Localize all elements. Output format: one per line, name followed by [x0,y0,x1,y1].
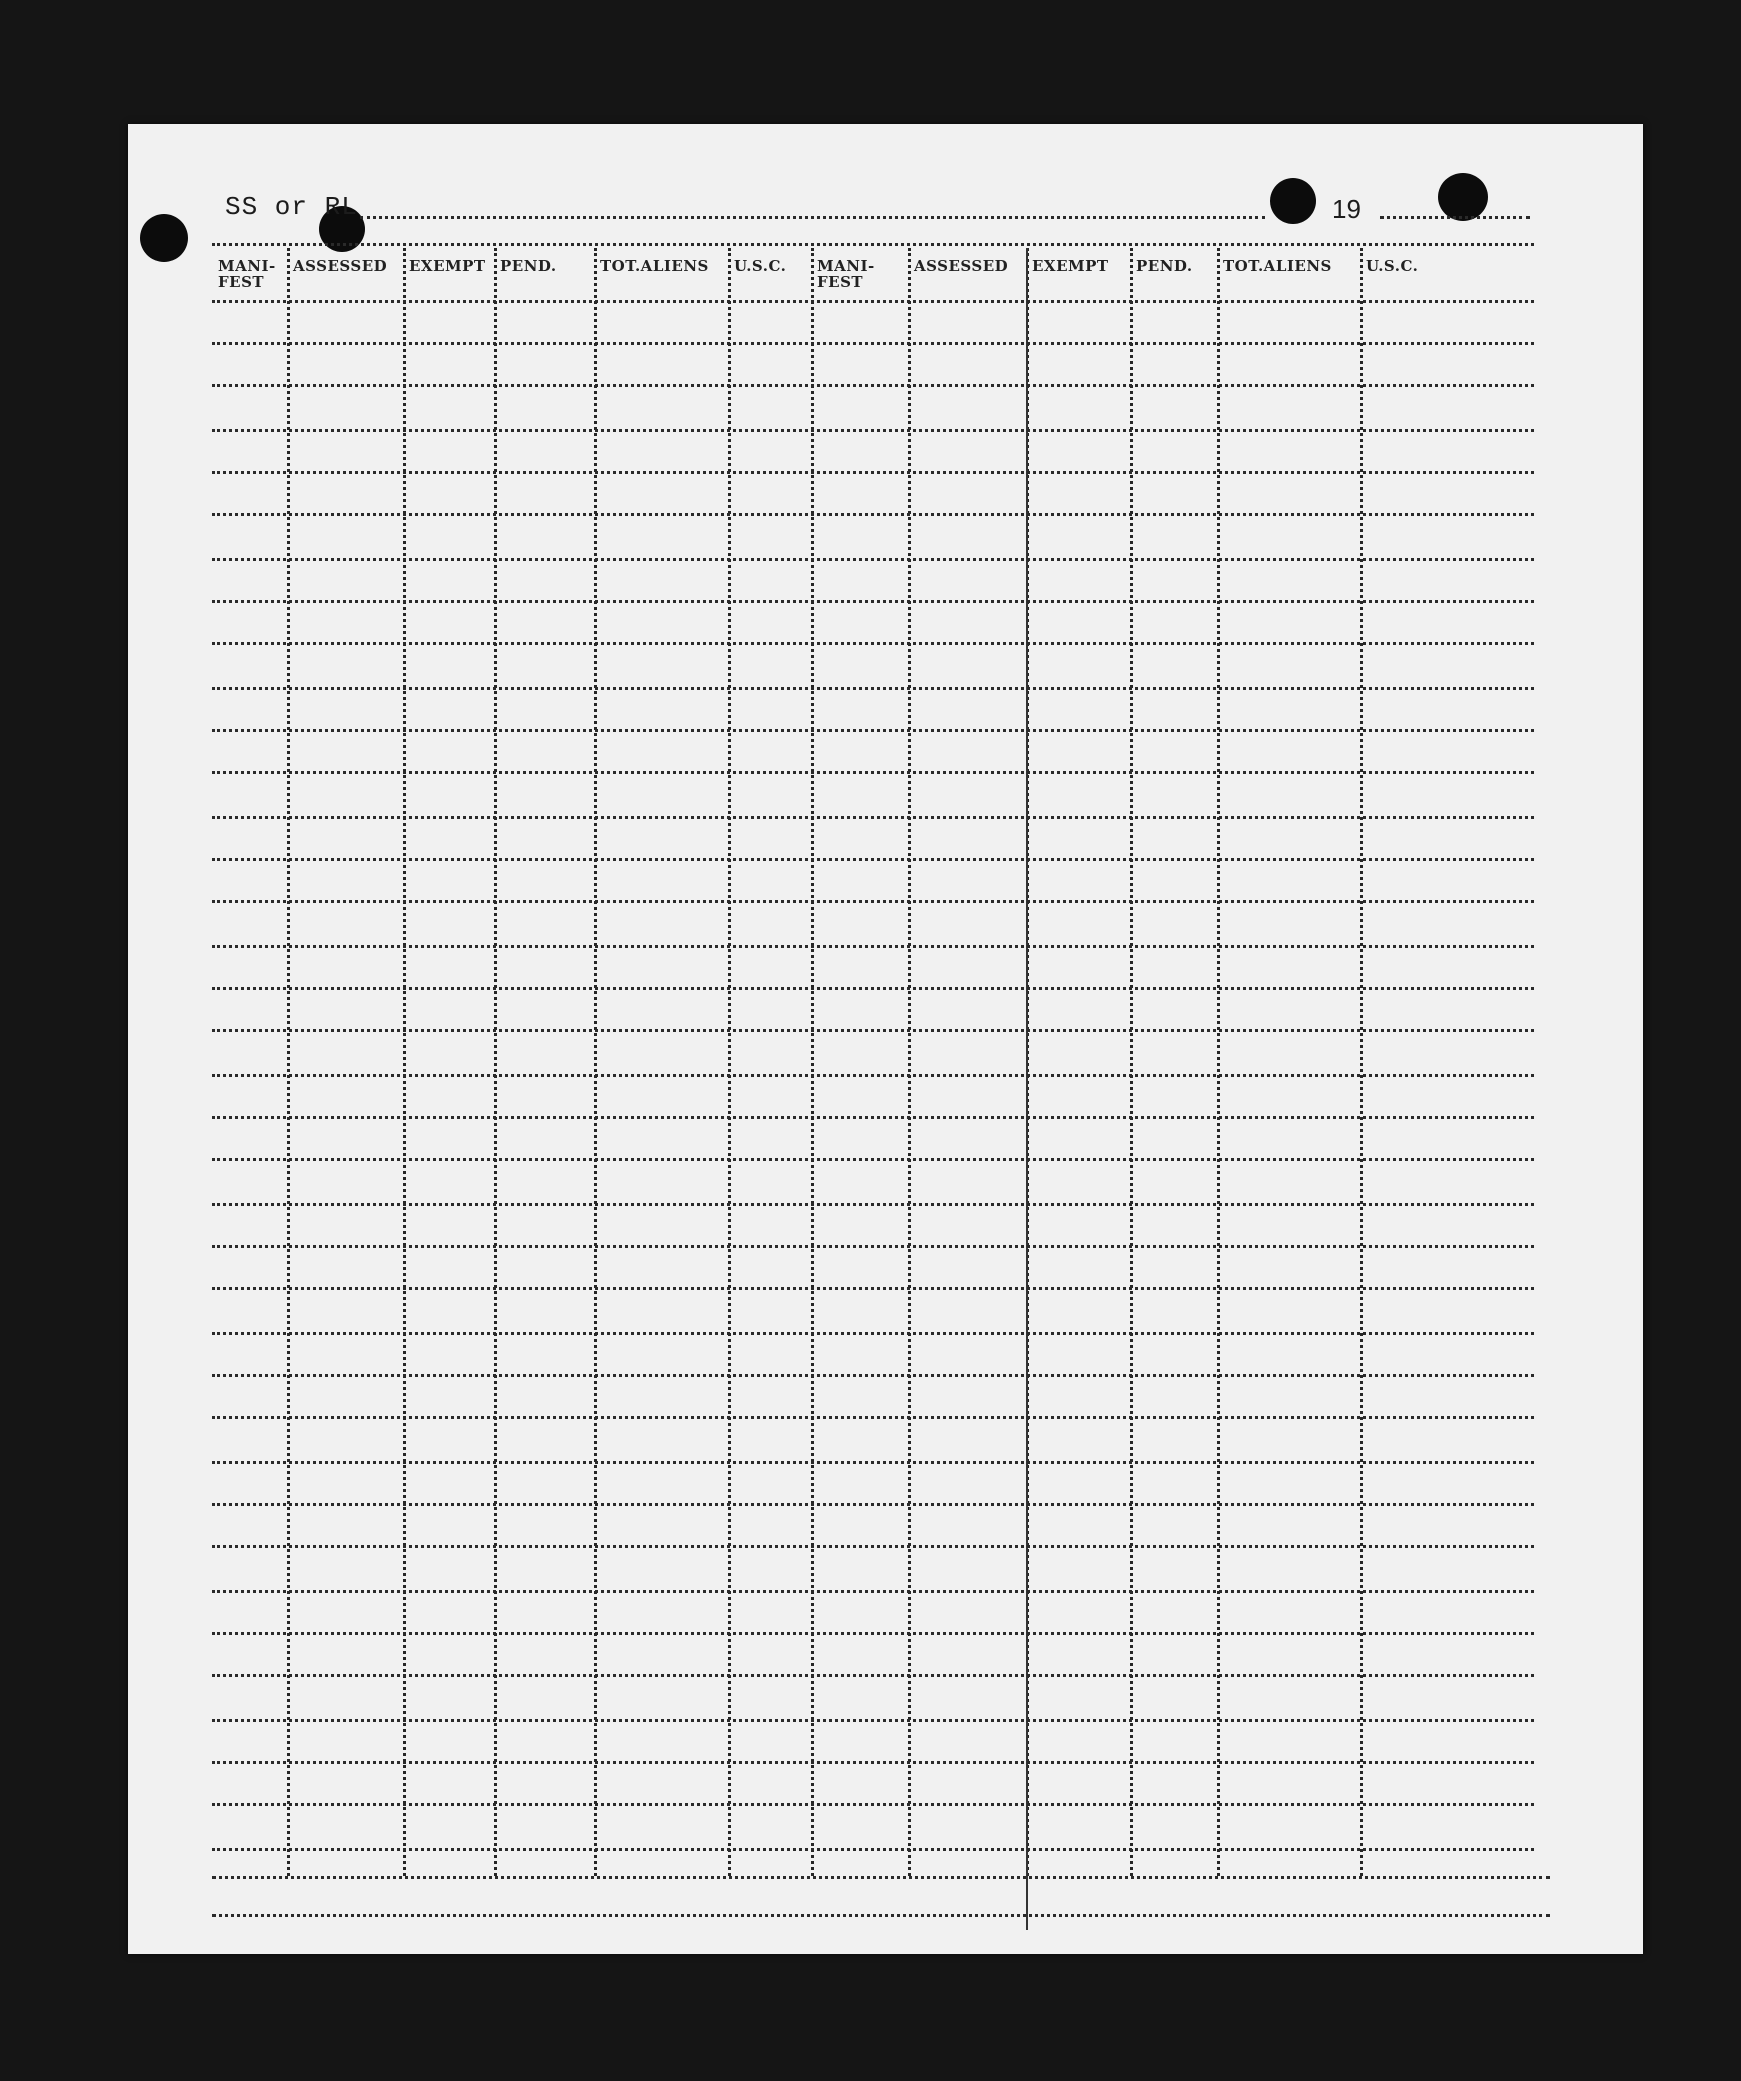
form-row-line [212,558,1534,561]
table-bottom-line [212,1876,1550,1879]
form-row-line [212,1803,1534,1806]
vessel-label: SS or RL [225,192,358,222]
punch-hole-right-2 [1438,173,1488,221]
form-row-line [212,1203,1534,1206]
column-header-manifest-right: MANI- FEST [817,257,875,291]
form-row-line [212,900,1534,903]
form-row-line [212,642,1534,645]
form-row-line [212,987,1534,990]
column-header-pend-right: PEND. [1136,257,1193,275]
column-header-exempt-left: EXEMPT [409,257,486,275]
column-header-usc-right: U.S.C. [1366,257,1419,275]
punch-hole-right-1 [1270,178,1316,224]
form-row-line [212,1632,1534,1635]
form-row-line [212,1848,1534,1851]
form-row-line [212,771,1534,774]
form-row-line [212,729,1534,732]
form-row-line [212,1332,1534,1335]
column-header-pend-left: PEND. [500,257,557,275]
half-divider [1026,248,1028,1930]
punch-hole-left [140,214,188,262]
form-row-line [212,342,1534,345]
form-row-line [212,1116,1534,1119]
column-header-tot-aliens-right: TOT.ALIENS [1223,257,1332,275]
form-row-line [212,1590,1534,1593]
form-row-line [212,429,1534,432]
form-row-line [212,1158,1534,1161]
form-sheet [128,124,1643,1954]
column-header-assessed-right: ASSESSED [914,257,1009,275]
form-row-line [212,1461,1534,1464]
form-row-line [212,858,1534,861]
form-row-line [212,945,1534,948]
form-row-line [212,687,1534,690]
form-row-line [212,1761,1534,1764]
year-line [1380,216,1530,219]
form-row-line [212,1029,1534,1032]
form-row-line [212,1503,1534,1506]
form-row-line [212,1545,1534,1548]
column-header-assessed-left: ASSESSED [293,257,388,275]
form-row-line [212,1416,1534,1419]
vessel-name-line [360,216,1265,219]
totals-line [212,1914,1550,1917]
form-row-line [212,300,1534,303]
form-row-line [212,513,1534,516]
column-header-manifest-left: MANI- FEST [218,257,276,291]
column-header-tot-aliens-left: TOT.ALIENS [600,257,709,275]
form-row-line [212,1374,1534,1377]
column-header-exempt-right: EXEMPT [1032,257,1109,275]
form-row-line [212,1674,1534,1677]
header-top-line [212,243,1534,246]
form-row-line [212,1245,1534,1248]
form-row-line [212,600,1534,603]
column-header-usc-left: U.S.C. [734,257,787,275]
form-row-line [212,384,1534,387]
year-label: 19 [1332,194,1361,224]
form-row-line [212,1719,1534,1722]
form-row-line [212,1074,1534,1077]
form-row-line [212,471,1534,474]
form-row-line [212,1287,1534,1290]
form-row-line [212,816,1534,819]
